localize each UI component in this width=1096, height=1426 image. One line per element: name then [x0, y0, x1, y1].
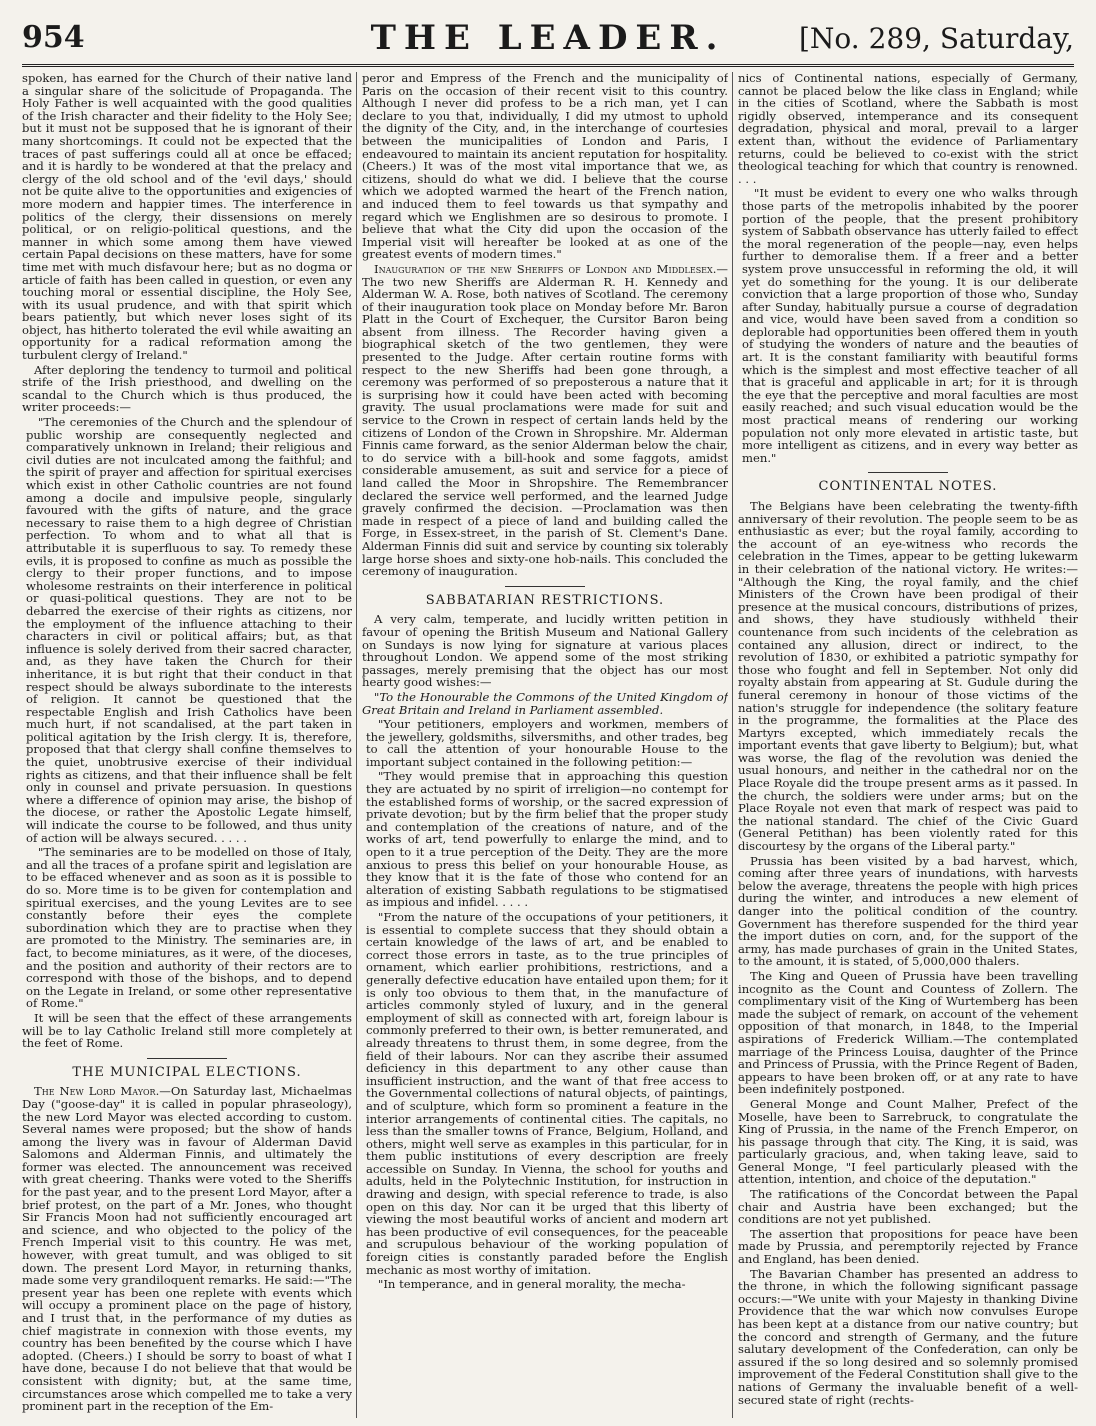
- section-divider: [505, 586, 585, 587]
- quote-paragraph: "Your petitioners, employers and workmen, members of the jewellery, goldsmiths, silversmiths, and other trades, beg to call the attention of your honourable House to the important subject contained in the following petition:—: [366, 717, 728, 769]
- page-header: [22, 14, 1074, 67]
- paragraph-lead: The New Lord Mayor.: [34, 1084, 160, 1099]
- quote-paragraph: "From the nature of the occupations of your petitioners, it is essential to complete success that they should obtain a certain knowledge of the laws of art, and be enabled to correct those errors in taste, as to the true principles of ornament, which earlier prohibitions, restrictions, and a generally defective education have entailed upon them; for it is only too obvious to them that, in the manufacture of articles commonly styled of luxury, and in the general employment of skill as connected with art, foreign labour is commonly preferred to their own, is better remunerated, and already threatens to thrust them, in some degree, from the field of their labours. Nor can they ascribe their assumed deficiency in this department to any other cause than insufficient instruction, and the want of that free access to the Governmental collections of natural objects, of paintings, and of sculpture, which form so prominent a feature in the interior arrangements of continental cities. The capitals, no less than the smaller towns of France, Belgium, Holland, and others, might well serve as examples in this particular, for in them public institutions of every description are freely accessible on Sunday. In Vienna, the school for youths and adults, held in the Polytechnic Institution, for instruction in drawing and design, with special reference to trade, is also open on this day. Nor can it be urged that this liberty of viewing the most beautiful works of ancient and modern art has been productive of evil consequences, for the peaceable and scrupulous behaviour of the working population of foreign cities is constantly paraded before the English mechanic as most worthy of imitation.: [366, 910, 728, 1277]
- column-2: [362, 72, 728, 1418]
- paragraph: Prussia has been visited by a bad harvest, which, coming after three years of inundations, with harvests below the average, threatens the people with high prices during the winter, and introduces a new element of danger into the political condition of the country. Government has therefore suspended for the third year the import duties on corn, and, for the support of the army, has made purchases of grain in the United States, to the amount, it is stated, of 5,000,000 thalers.: [738, 853, 1078, 969]
- paragraph: It will be seen that the effect of these arrangements will be to lay Catholic Ireland still more completely at the feet of Rome.: [22, 1010, 352, 1051]
- column-1: [22, 72, 352, 1418]
- paragraph-lead: Inauguration of the new Sheriffs of London and Middlesex.: [374, 261, 717, 276]
- quote-paragraph: "They would premise that in approaching this question they are actuated by no spirit of irreligion—no contempt for the established forms of worship, or the sacred expression of private devotion; but by the firm belief that the proper study and contemplation of the creations of nature, and of the works of art, tend powerfully to enlarge the mind, and to open to it a true perception of the Deity. They are the more anxious to press this belief on your honourable House, as they know that it is the fate of those who contend for an alteration of existing Sabbath regulations to be stigmatised as impious and infidel. . . . .: [366, 769, 728, 910]
- section-divider: [868, 472, 948, 473]
- paragraph: The Belgians have been celebrating the twenty-fifth anniversary of their revolution. The people seem to be as enthusiastic as ever; but the royal family, according to the account of an eye-witness who records the celebration in the Times, appear to be getting lukewarm in their celebration of the national victory. He writes:— "Although the King, the royal family, and the chief Ministers of the Crown have been prodigal of their presence at the musical concours, distributions of prizes, and shows, they have studiously withheld their countenance from such incidents of the celebration as contained any allusion, direct or indirect, to the revolution of 1830, or exhibited a patriotic sympathy for those who fought and fell in September. Not only did royalty abstain from appearing at St. Gudule during the funeral ceremony in honour of those victims of the nation's struggle for independence (the solitary feature in the programme, the formalities at the Place des Martyrs excepted, which immediately recals the important events that gave liberty to Belgium); but, what was worse, the flag of the revolution was denied the usual honours, and neither in the cathedral nor on the Place Royale did the troupe present arms as it passed. In the church, the soldiers were under arms; but on the Place Royale not even that mark of respect was paid to the national standard. The chief of the Civic Guard (General Petithan) has been violently rated for this discourtesy by the organs of the Liberal party.": [738, 499, 1078, 854]
- paragraph: The Bavarian Chamber has presented an address to the throne, in which the following significant passage occurs:—"We unite with your Majesty in thanking Divine Providence that the war which now convulses Europe has been kept at a distance from our native country; but the concord and strength of Germany, and the future salutary development of the Confederation, can only be assured if the so long desired and so solemnly promised improvement of the Federal Constitution shall give to the nations of Germany the invaluable benefit of a well-secured state of right (rechts-: [738, 1266, 1078, 1407]
- paragraph-text: —The two new Sheriffs are Alderman R. H. Kennedy and Alderman W. A. Rose, both natives of Scotland. The ceremony of their inauguration took place on Monday before Mr. Baron Platt in the Court of Exchequer, the Cursitor Baron being absent from illness. The Recorder having given a biographical sketch of the two gentlemen, they were presented to the Judge. After certain routine forms with respect to the new Sheriffs had been gone through, a ceremony was performed of so preposterous a nature that it is surprising how it could have been acted with becoming gravity. The usual proclamations were made for suit and service to the Crown in respect of certain lands held by the citizens of London of the Crown in Shropshire. Mr. Alderman Finnis came forward, as the senior Alderman below the chair, to do service with a bill-hook and some faggots, amidst considerable amusement, as suit and service for a piece of land called the Moor in Shropshire. The Remembrancer declared the service well performed, and the learned Judge gravely confirmed the decision. —Proclamation was then made in respect of a piece of land and building called the Forge, in Essex-street, in the parish of St. Clement's Dane. Alderman Finnis did suit and service by counting six tolerably large horse shoes and sixty-one hob-nails. This concluded the ceremony of inauguration.: [362, 261, 728, 579]
- petition-address: "To the Honourable the Commons of the United Kingdom of Great Britain and Ireland in Parliament assembled.: [362, 689, 728, 717]
- paragraph-text: —On Saturday last, Michaelmas Day ("goose-day" it is called in popular phraseology), the new Lord Mayor was elected according to custom. Several names were proposed; but the show of hands among the livery was in favour of Alderman David Salomons and Alderman Finnis, and ultimately the former was elected. The announcement was received with great cheering. Thanks were voted to the Sheriffs for the past year, and to the present Lord Mayor, after a brief protest, on the part of a Mr. Jones, who thought Sir Francis Moon had not sufficiently encouraged art and science, and who objected to the policy of the French Imperial visit to this country. He was met, however, with great tumult, and was obliged to sit down. The present Lord Mayor, in returning thanks, made some very grandiloquent remarks. He said:—"The present year has been one replete with events which will occupy a prominent place on the page of history, and I trust that, in the performance of my duties as chief magistrate in connexion with those events, my country has been benefited by the course which I have adopted. (Cheers.) I should be sorry to boast of what I have done, because I do not believe that that would be consistent with dignity; but, at the same time, circumstances arose which compelled me to take a very prominent part in the reception of the Em-: [22, 1084, 352, 1414]
- quote-paragraph: "The ceremonies of the Church and the splendour of public worship are consequently neglected and comparatively unknown in Ireland; their religious and civil duties are not inculcated among the faithful; and the spirit of prayer and affection for spiritual exercises which exist in other Catholic countries are not found among a docile and impulsive people, singularly favoured with the gifts of nature, and the grace necessary to raise them to a high degree of Christian perfection. To whom and to what all that is attributable it is superfluous to say. To remedy these evils, it is proposed to confine as much as possible the clergy to their proper functions, and to impose wholesome restraints on their interference in political or quasi-political questions. They are not to be debarred the exercise of their rights as citizens, nor the employment of the influence attaching to their characters in civil or political affairs; but, as that influence is solely derived from their sacred character, and, as they have taken the Church for their inheritance, it is but right that their conduct in that respect should be always subordinate to the interests of religion. It cannot be questioned that the respectable English and Irish Catholics have been much hurt, if not scandalised, at the part taken in political agitation by the Irish clergy. It is, therefore, proposed that that clergy shall confine themselves to the quiet, unobtrusive exercise of their individual rights as citizens, and that their influence shall be felt only in counsel and private persuasion. In questions where a difference of opinion may arise, the bishop of the diocese, or rather the Apostolic Legate himself, will indicate the course to be followed, and thus unity of action will be always secured. . . . .: [26, 415, 352, 845]
- masthead-title: THE LEADER.: [370, 18, 726, 58]
- section-divider: [147, 1058, 227, 1059]
- paragraph: nics of Continental nations, especially of Germany, cannot be placed below the like class in England; while in the cities of Scotland, where the Sabbath is most rigidly observed, intemperance and its consequent degradation, physical and moral, prevail to a larger extent than, without the evidence of Parliamentary returns, could be believed to co-exist with the strict theological teaching for which that country is renowned. . . .: [738, 72, 1078, 186]
- quote-paragraph: "The seminaries are to be modelled on those of Italy, and all the traces of a profane spirit and legislation are to be effaced whenever and as soon as it is possible to do so. More time is to be given for contemplation and spiritual exercises, and the young Levites are to see constantly before their eyes the complete subordination which they are to practise when they are promoted to the Ministry. The seminaries are, in fact, to become miniatures, as it were, of the dioceses, and the position and authority of their rectors are to correspond with those of the bishops, and to depend on the Legate in Ireland, or some other representative of Rome.": [26, 845, 352, 1011]
- column-rule: [356, 72, 357, 1418]
- paragraph: The assertion that propositions for peace have been made by Prussia, and peremptorily rejected by France and England, has been denied.: [738, 1226, 1078, 1267]
- paragraph: The King and Queen of Prussia have been travelling incognito as the Count and Countess of Zollern. The complimentary visit of the King of Wurtemberg has been made the subject of remark, on account of the vehement opposition of that monarch, in 1848, to the Imperial aspirations of Frederick William.—The contemplated marriage of the Princess Louisa, daughter of the Prince and Princess of Prussia, with the Prince Regent of Baden, appears to have been broken off, or at any rate to have been indefinitely postponed.: [738, 968, 1078, 1097]
- column-rule: [732, 72, 733, 1418]
- paragraph: After deploring the tendency to turmoil and political strife of the Irish priesthood, and dwelling on the scandal to the Church which is thus produced, the writer proceeds:—: [22, 362, 352, 415]
- issue-info: [No. 289, Saturday,: [799, 22, 1074, 55]
- paragraph: A very calm, temperate, and lucidly written petition in favour of opening the British Museum and National Gallery on Sundays is now lying for signature at various places throughout London. We append some of the most striking passages, merely premising that the object has our most hearty good wishes:—: [362, 612, 728, 690]
- section-heading: SABBATARIAN RESTRICTIONS.: [425, 592, 665, 608]
- paragraph: spoken, has earned for the Church of their native land a singular share of the solicitude of Propaganda. The Holy Father is well acquainted with the good qualities of the Irish character and their fidelity to the Holy See; but it must not be supposed that he is ignorant of their many shortcomings. It could not be expected that the traces of past sufferings could all at once be effaced; and it is hardly to be wondered at that the prelacy and clergy of the old school and of the 'evil days,' should not be quite alive to the opportunities and exigencies of more modern and happier times. The interference in politics of the clergy, their dissensions on merely political, or on religio-political questions, and the manner in which some among them have viewed certain Papal decisions on these matters, have for some time met with much disfavour here; but as no dogma or article of faith has been called in question, or even any touching moral or essential discipline, the Holy See, with its usual prudence, and with that spirit which bears patiently, but which never loses sight of its object, has hitherto tolerated the evil while awaiting an opportunity for a radical reformation among the turbulent clergy of Ireland.": [22, 72, 352, 363]
- paragraph: The ratifications of the Concordat between the Papal chair and Austria have been exchanged; but the conditions are not yet published.: [738, 1187, 1078, 1227]
- paragraph: [22, 1085, 352, 1412]
- page-number: 954: [22, 20, 85, 55]
- section-heading: CONTINENTAL NOTES.: [818, 479, 998, 495]
- section-heading: THE MUNICIPAL ELECTIONS.: [72, 1064, 302, 1080]
- paragraph: General Monge and Count Malher, Prefect of the Moselle, have been to Sarrebruck, to congratulate the King of Prussia, in the name of the French Emperor, on his passage through that city. The King, it is said, was particularly gracious, and, when taking leave, said to General Monge, "I feel particularly pleased with the attention, intention, and choice of the deputation.": [738, 1096, 1078, 1187]
- paragraph: peror and Empress of the French and the municipality of Paris on the occasion of their recent visit to this country. Although I never did profess to be a rich man, yet I can declare to you that, individually, I did my utmost to uphold the dignity of the City, and, in the interchange of courtesies between the municipalities of London and Paris, I endeavoured to maintain its ancient reputation for hospitality. (Cheers.) It was of the most vital importance that we, as citizens, should do what we did. I believe that the course which we adopted warmed the heart of the French nation, and induced them to feel towards us that sympathy and regard which we Englishmen are so desirous to promote. I believe that what the City did upon the occasion of the Imperial visit will hereafter be looked at as one of the greatest events of modern times.": [362, 72, 728, 262]
- quote-paragraph: "In temperance, and in general morality, the mecha-: [378, 1277, 686, 1292]
- quote-paragraph: "It must be evident to every one who walks through those parts of the metropolis inhabited by the poorer portion of the people, that the present prohibitory system of Sabbath observance has utterly failed to effect the moral regeneration of the people—nay, even helps further to demoralise them. If a freer and a better system prove unsuccessful in reforming the old, it will yet do something for the young. It is our deliberate conviction that a large proportion of those who, Sunday after Sunday, habitually pursue a course of degradation and vice, would have been saved from a condition so deplorable had opportunities been offered them in youth of studying the wonders of nature and the beauties of art. It is the constant familiarity with beautiful forms which is the simplest and most effective teacher of all that is graceful and applicable in art; for it is through the eye that the perceptive and moral faculties are most easily reached; and such visual education would be the most practical means of rendering our working population not only more elevated in artistic taste, but more intelligent as citizens, and in every way better as men.": [742, 186, 1078, 465]
- column-3: [738, 72, 1078, 1418]
- paragraph: [362, 263, 728, 578]
